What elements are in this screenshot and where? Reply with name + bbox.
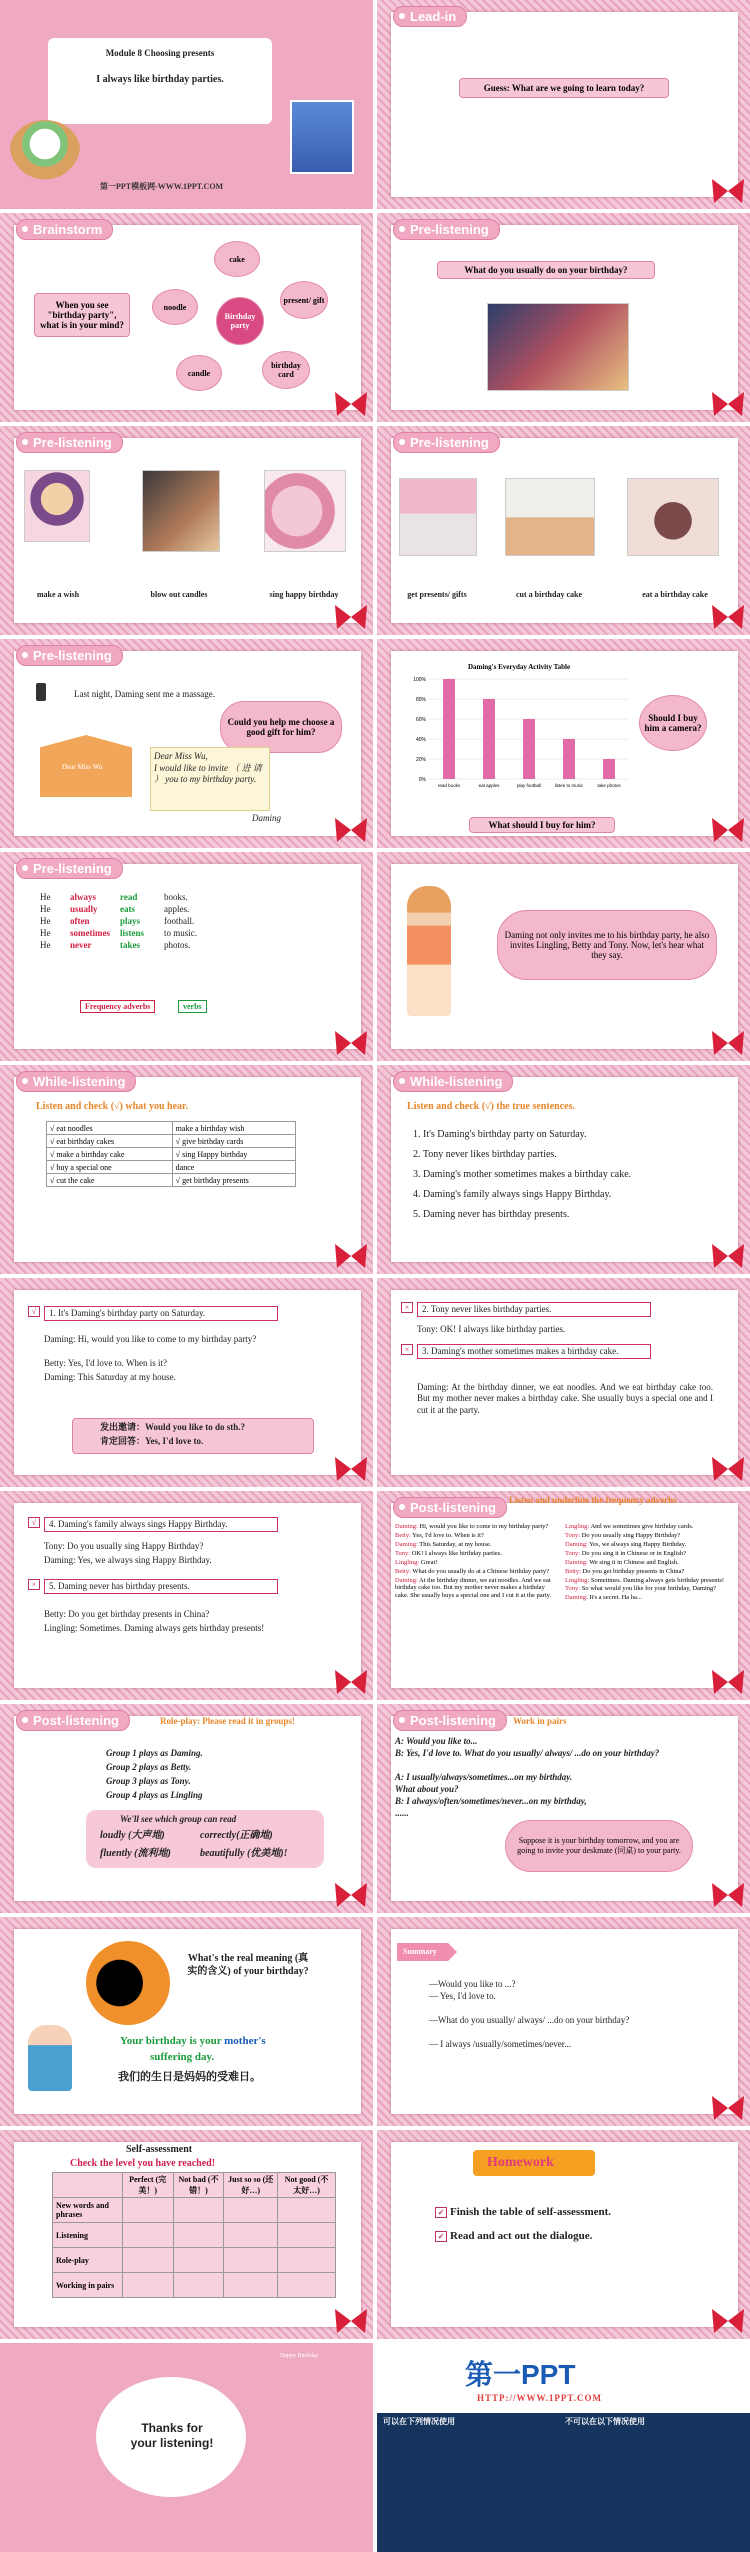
slide-while-listening-1 bbox=[0, 1065, 373, 1274]
pair-line-5: B: I always/often/sometimes/never...on my birthday, bbox=[395, 1796, 587, 1806]
ribbon-bow-icon bbox=[333, 1029, 369, 1057]
d4-line-1: Tony: Do you usually sing Happy Birthday? bbox=[44, 1541, 204, 1551]
table-row bbox=[53, 2248, 336, 2273]
assessment-cell[interactable] bbox=[173, 2223, 224, 2248]
ribbon-bow-icon bbox=[333, 1668, 369, 1696]
slide-post-listening-1 bbox=[377, 1491, 750, 1700]
d4-line-2: Daming: Yes, we always sing Happy Birthday. bbox=[44, 1555, 212, 1565]
criteria-loudly: loudly (大声地) bbox=[100, 1830, 165, 1841]
dialog-line: Betty: Yes, I'd love to. When is it? bbox=[395, 1531, 484, 1539]
thanks-text: Thanks for your listening! bbox=[130, 2421, 214, 2450]
adverb-cell-objects: apples. bbox=[164, 904, 190, 914]
dialog-line: Betty: Do you get birthday presents in China? bbox=[565, 1567, 685, 1575]
adverb-cell-verbs: plays bbox=[120, 916, 141, 926]
adverb-label: Frequency adverbs bbox=[80, 1000, 155, 1013]
slide-activity-chart bbox=[377, 639, 750, 848]
speaker-name: Tony: bbox=[395, 1549, 411, 1557]
slide-pre-listening-1 bbox=[377, 213, 750, 422]
dialog-line-1: Daming: Hi, would you like to come to my birthday party? bbox=[44, 1334, 257, 1344]
ribbon-bow-icon bbox=[710, 1881, 746, 1909]
table-row bbox=[53, 2198, 336, 2223]
assessment-subtitle: Check the level you have reached! bbox=[70, 2158, 216, 2169]
slide-role-play bbox=[0, 1704, 373, 1913]
homework-1 bbox=[435, 2206, 611, 2220]
pair-title: Work in pairs bbox=[513, 1716, 567, 1726]
assessment-cell[interactable] bbox=[224, 2198, 278, 2223]
speaker-name: Betty: bbox=[395, 1531, 411, 1539]
eat-cake-image bbox=[627, 478, 719, 556]
dialog-line: Tony: Do you usually sing Happy Birthday? bbox=[565, 1531, 681, 1539]
adverb-cell-objects: football. bbox=[164, 916, 195, 926]
caption-box: What should I buy for him? bbox=[469, 817, 615, 833]
dialog-line: Tony: So what would you like for your birthday, Daming? bbox=[565, 1585, 717, 1593]
section-tag: Lead-in bbox=[393, 6, 467, 27]
header-cell: Perfect (完美！) bbox=[122, 2173, 173, 2198]
slide-answer-1 bbox=[0, 1278, 373, 1487]
slide-self-assessment bbox=[0, 2130, 373, 2339]
row-label: Listening bbox=[53, 2223, 123, 2248]
ribbon-bow-icon bbox=[333, 390, 369, 418]
ribbon-bow-icon bbox=[333, 1455, 369, 1483]
statement-4: 4. Daming's family always sings Happy Birthday. bbox=[44, 1517, 278, 1532]
ribbon-bow-icon bbox=[710, 1029, 746, 1057]
adverb-cell-subjects: He bbox=[40, 904, 51, 914]
homework-check-icon: ✓ bbox=[435, 2231, 447, 2242]
check-cell-right[interactable]: dance bbox=[172, 1161, 295, 1174]
letter-body: I would like to invite （ 进 请 ） you to my birthday party. bbox=[154, 763, 262, 785]
pair-line-3: A: I usually/always/sometimes...on my birthday. bbox=[395, 1772, 573, 1782]
slide-homework bbox=[377, 2130, 750, 2339]
answer-mark: √ bbox=[28, 1306, 40, 1317]
ribbon-bow-icon bbox=[333, 1242, 369, 1270]
lesson-title: I always like birthday parties. bbox=[96, 74, 224, 85]
assessment-title: Self-assessment bbox=[126, 2144, 193, 2155]
slide-adverbs bbox=[0, 852, 373, 1061]
section-tag: Pre-listening bbox=[393, 432, 500, 453]
intro-line: Last night, Daming sent me a massage. bbox=[74, 689, 215, 699]
speaker-name: Daming: bbox=[395, 1540, 418, 1548]
label-blow-candles: blow out candles bbox=[150, 590, 208, 599]
ribbon-bow-icon bbox=[710, 603, 746, 631]
section-tag: Post-listening bbox=[393, 1497, 507, 1518]
section-tag: Brainstorm bbox=[16, 219, 113, 240]
assessment-table bbox=[52, 2172, 336, 2298]
homework-item-1: Finish the table of self-assessment. bbox=[450, 2206, 612, 2218]
col2-head: 不可以在以下情况使用 bbox=[565, 2417, 645, 2426]
assessment-cell[interactable] bbox=[122, 2198, 173, 2223]
dialog-line: Lingling: And we sometimes give birthday cards. bbox=[565, 1523, 694, 1530]
bar-2 bbox=[523, 719, 535, 779]
pair-line-1: A: Would you like to... bbox=[395, 1736, 478, 1746]
statement-2: 2. Tony never likes birthday parties. bbox=[417, 1302, 651, 1317]
gifts-image bbox=[399, 478, 477, 556]
answer-en-4: suffering day. bbox=[150, 2051, 215, 2063]
slide-card bbox=[14, 1716, 361, 1901]
gift-image bbox=[290, 100, 354, 174]
bubble-candle: candle bbox=[176, 355, 222, 391]
check-cell-right[interactable]: √ sing Happy birthday bbox=[172, 1148, 295, 1161]
summary-line-3: —What do you usually/ always/ ...do on your birthday? bbox=[429, 2015, 630, 2025]
bar-1 bbox=[483, 699, 495, 779]
sing-image bbox=[264, 470, 346, 552]
ribbon-bow-icon bbox=[710, 2307, 746, 2335]
dialog-right bbox=[565, 1523, 725, 1603]
section-tag: Pre-listening bbox=[16, 858, 123, 879]
dialog-left bbox=[395, 1523, 559, 1601]
summary-tag: Summary bbox=[403, 1947, 437, 1956]
bubble-present: present/ gift bbox=[280, 281, 328, 319]
bar-4 bbox=[603, 759, 615, 779]
assessment-cell[interactable] bbox=[173, 2273, 224, 2298]
adverb-cell-adverbs: usually bbox=[70, 904, 98, 914]
dialog-line: Betty: What do you usually do at a Chinese birthday party? bbox=[395, 1567, 550, 1575]
speaker-name: Daming: bbox=[565, 1594, 588, 1602]
adverb-cell-objects: to music. bbox=[164, 928, 197, 938]
answer-en-3: mother's bbox=[224, 2035, 266, 2047]
slide-brainstorm bbox=[0, 213, 373, 422]
table-row bbox=[47, 1148, 296, 1161]
sentence-3: 3. Daming's mother sometimes makes a birthday cake. bbox=[413, 1169, 632, 1180]
header-cell: Not good (不太好…) bbox=[278, 2173, 336, 2198]
adverb-cell-verbs: takes bbox=[120, 940, 140, 950]
answer-cn: 我们的生日是妈妈的受难日。 bbox=[118, 2071, 261, 2083]
slide-thanks bbox=[0, 2343, 373, 2552]
assessment-cell[interactable] bbox=[122, 2273, 173, 2298]
check-cell-right[interactable]: make a birthday wish bbox=[172, 1122, 295, 1135]
dialog-line: Lingling: Sometimes. Daming always gets birthday presents! bbox=[565, 1576, 725, 1584]
adverb-cell-subjects: He bbox=[40, 916, 51, 926]
table-row bbox=[53, 2273, 336, 2298]
verb-label: verbs bbox=[178, 1000, 207, 1013]
pair-line-2: B: Yes, I'd love to. What do you usually/ always/ ...do on your birthday? bbox=[395, 1748, 660, 1758]
invitation-bubble: Daming not only invites me to his birthday party, he also invites Lingling, Betty and Tony. Now, let's hear what they say. bbox=[497, 910, 717, 980]
footer-text: 第一PPT模板网-WWW.1PPT.COM bbox=[100, 182, 224, 191]
header-cell: Not bad (不错！) bbox=[173, 2173, 224, 2198]
adverb-cell-adverbs: sometimes bbox=[70, 928, 110, 938]
section-tag: Post-listening bbox=[16, 1710, 130, 1731]
row-label: Working in pairs bbox=[53, 2273, 123, 2298]
question-box: When you see "birthday party", what is in your mind? bbox=[34, 293, 130, 337]
table-row bbox=[47, 1122, 296, 1135]
slide-brand bbox=[377, 2343, 750, 2552]
bubble-card: birthday card bbox=[262, 351, 310, 389]
label-cut-cake: cut a birthday cake bbox=[516, 590, 582, 599]
table-row bbox=[47, 1174, 296, 1187]
y-tick-label: 60% bbox=[415, 717, 426, 723]
ribbon-bow-icon bbox=[710, 390, 746, 418]
help-bubble: Could you help me choose a good gift for him? bbox=[220, 701, 342, 753]
invite-note-1: 发出邀请：Would you like to do sth.? bbox=[100, 1422, 246, 1432]
y-tick-label: 0% bbox=[418, 777, 426, 783]
meaning-question: What's the real meaning (真实的含义) of your birthday? bbox=[187, 1953, 309, 1977]
assessment-cell[interactable] bbox=[122, 2223, 173, 2248]
sentence-1: 1. It's Daming's birthday party on Saturday. bbox=[413, 1129, 587, 1140]
sentence-5: 5. Daming never has birthday presents. bbox=[413, 1209, 570, 1220]
assessment-cell[interactable] bbox=[173, 2248, 224, 2273]
speaker-name: Lingling: bbox=[565, 1523, 590, 1530]
d5-line-1: Betty: Do you get birthday presents in China? bbox=[44, 1609, 210, 1619]
party-photo bbox=[487, 303, 629, 391]
summary-line-4: — I always /usually/sometimes/never... bbox=[429, 2039, 571, 2049]
ribbon-bow-icon bbox=[333, 2307, 369, 2335]
dialog-line-3: Daming: This Saturday at my house. bbox=[44, 1372, 176, 1382]
ribbon-bow-icon bbox=[710, 2094, 746, 2122]
camera-bubble: Should I buy him a camera? bbox=[639, 695, 707, 751]
answer-mark: × bbox=[401, 1344, 413, 1355]
assessment-cell[interactable] bbox=[278, 2223, 336, 2248]
row-label: Role-play bbox=[53, 2248, 123, 2273]
header-cell bbox=[53, 2173, 123, 2198]
question-box: What do you usually do on your birthday? bbox=[437, 261, 655, 279]
group-4: Group 4 plays as Lingling bbox=[106, 1790, 203, 1800]
bubble-noodle: noodle bbox=[152, 289, 198, 325]
slide-pre-listening-3 bbox=[377, 426, 750, 635]
speaker-name: Daming: bbox=[565, 1558, 588, 1566]
adverb-cell-subjects: He bbox=[40, 928, 51, 938]
criteria-correctly: correctly(正确地) bbox=[200, 1830, 273, 1841]
daming-para: Daming: At the birthday dinner, we eat noodles. And we eat birthday cake too. But my mother never makes a birthday cake. She usually buys a special one and I cut it at the party. bbox=[417, 1382, 713, 1415]
ribbon-bow-icon bbox=[710, 1455, 746, 1483]
pair-line-6: ...... bbox=[395, 1808, 409, 1818]
section-tag: Pre-listening bbox=[16, 432, 123, 453]
homework-title: Homework bbox=[487, 2155, 554, 2170]
cake-image bbox=[10, 120, 80, 180]
sentence-4: 4. Daming's family always sings Happy Birthday. bbox=[413, 1189, 612, 1200]
bubble-cake: cake bbox=[214, 241, 260, 277]
dialog-line: Tony: Do you sing it in Chinese or in English? bbox=[565, 1549, 687, 1557]
cut-cake-image bbox=[505, 478, 595, 556]
slide-card bbox=[391, 12, 738, 197]
criteria-fluently: fluently (流利地) bbox=[100, 1848, 171, 1859]
invite-note-2: 肯定回答：Yes, I'd love to. bbox=[100, 1436, 204, 1446]
answer-en-1: Your birthday bbox=[120, 2035, 187, 2047]
header-cell: Just so so (还好…) bbox=[224, 2173, 278, 2198]
suppose-bubble: Suppose it is your birthday tomorrow, and you are going to invite your deskmate (同桌) to your party. bbox=[505, 1820, 693, 1872]
dialog-line: Daming: We sing it in Chinese and English. bbox=[565, 1558, 679, 1566]
dialog-line-2: Betty: Yes, I'd love to. When is it? bbox=[44, 1358, 167, 1368]
x-tick-label: listen to music bbox=[554, 783, 584, 788]
criteria-head: We'll see which group can read bbox=[120, 1814, 237, 1824]
dialog-line: Daming: This Saturday, at my house. bbox=[395, 1540, 492, 1548]
label-make-wish: make a wish bbox=[36, 590, 80, 599]
tony-reply: Tony: OK! I always like birthday parties. bbox=[417, 1324, 566, 1334]
check-cell-left[interactable]: √ buy a special one bbox=[47, 1161, 173, 1174]
assessment-cell[interactable] bbox=[278, 2248, 336, 2273]
x-tick-label: eat apples bbox=[478, 783, 500, 788]
x-tick-label: read books bbox=[437, 783, 461, 788]
assessment-cell[interactable] bbox=[122, 2248, 173, 2273]
slide-while-listening-2 bbox=[377, 1065, 750, 1274]
assessment-cell[interactable] bbox=[278, 2273, 336, 2298]
slide-title bbox=[0, 0, 373, 209]
slide-answer-2 bbox=[377, 1278, 750, 1487]
y-tick-label: 80% bbox=[415, 697, 426, 703]
pair-line-4: What about you? bbox=[395, 1784, 459, 1794]
homework-item-2: Read and act out the dialogue. bbox=[450, 2230, 593, 2242]
slide-pre-listening-4 bbox=[0, 639, 373, 848]
speaker-name: Betty: bbox=[565, 1567, 581, 1575]
answer-mark: × bbox=[401, 1302, 413, 1313]
slide-lead-in bbox=[377, 0, 750, 209]
summary-line-1: —Would you like to ...? bbox=[429, 1979, 516, 1989]
role-play-title: Role-play: Please read it in groups! bbox=[160, 1716, 295, 1726]
answer-mark: × bbox=[28, 1579, 40, 1590]
dialog-line: Daming: Yes, we always sing Happy Birthday. bbox=[565, 1540, 687, 1548]
ribbon-bow-icon bbox=[333, 603, 369, 631]
row-label: New words and phrases bbox=[53, 2198, 123, 2223]
table-header-row bbox=[53, 2173, 336, 2198]
slide-answer-3 bbox=[0, 1491, 373, 1700]
label-presents: get presents/ gifts bbox=[407, 590, 467, 599]
assessment-cell[interactable] bbox=[224, 2248, 278, 2273]
dialog-line: Daming: Hi, would you like to come to my birthday party? bbox=[395, 1523, 549, 1530]
statement-3: 3. Daming's mother sometimes makes a birthday cake. bbox=[417, 1344, 651, 1359]
adverb-cell-adverbs: often bbox=[70, 916, 90, 926]
bar-3 bbox=[563, 739, 575, 779]
speaker-name: Tony: bbox=[565, 1549, 581, 1557]
instruction: Listen and check (√) what you hear. bbox=[36, 1101, 189, 1112]
adverb-cell-adverbs: always bbox=[70, 892, 97, 902]
adverb-cell-subjects: He bbox=[40, 940, 51, 950]
dialog-line: Tony: OK! I always like birthday parties. bbox=[395, 1549, 502, 1557]
check-table bbox=[46, 1121, 296, 1187]
module-title: Module 8 Choosing presents bbox=[105, 48, 215, 58]
wish-image bbox=[24, 470, 90, 542]
section-tag: Pre-listening bbox=[393, 219, 500, 240]
ribbon-bow-icon bbox=[710, 1242, 746, 1270]
check-cell-right[interactable]: √ give birthday cards bbox=[172, 1135, 295, 1148]
adverb-cell-objects: books. bbox=[164, 892, 188, 902]
envelope-text: Dear Miss Wu bbox=[62, 763, 103, 771]
activity-chart bbox=[399, 659, 639, 809]
assessment-cell[interactable] bbox=[173, 2198, 224, 2223]
group-1: Group 1 plays as Daming. bbox=[106, 1748, 203, 1758]
letter-sign: Daming bbox=[252, 813, 281, 823]
statement-5: 5. Daming never has birthday presents. bbox=[44, 1579, 278, 1594]
table-row bbox=[47, 1135, 296, 1148]
y-tick-label: 40% bbox=[415, 737, 426, 743]
phone-icon bbox=[36, 683, 46, 701]
ribbon-bow-icon bbox=[710, 177, 746, 205]
label-eat-cake: eat a birthday cake bbox=[642, 590, 708, 599]
assessment-cell[interactable] bbox=[224, 2273, 278, 2298]
slide-invitation bbox=[377, 852, 750, 1061]
chart-title: Daming's Everyday Activity Table bbox=[467, 663, 571, 671]
speaker-name: Tony: bbox=[565, 1531, 581, 1539]
y-tick-label: 100% bbox=[413, 677, 426, 683]
adverb-cell-adverbs: never bbox=[70, 940, 92, 950]
homework-2 bbox=[435, 2230, 592, 2244]
section-tag: Post-listening bbox=[393, 1710, 507, 1731]
col1-head: 可以在下列情况使用 bbox=[383, 2417, 455, 2426]
x-tick-label: play football bbox=[516, 783, 542, 788]
check-cell-left[interactable]: √ cut the cake bbox=[47, 1174, 173, 1187]
adverb-cell-subjects: He bbox=[40, 892, 51, 902]
brand-url: HTTP://WWW.1PPT.COM bbox=[477, 2393, 603, 2403]
girl-image bbox=[407, 886, 451, 1016]
section-tag: While-listening bbox=[393, 1071, 513, 1092]
ribbon-bow-icon bbox=[333, 816, 369, 844]
brand-logo: 第一PPT bbox=[465, 2359, 576, 2390]
y-tick-label: 20% bbox=[415, 757, 426, 763]
letter-greeting: Dear Miss Wu, bbox=[154, 751, 208, 761]
brand-panel bbox=[377, 2413, 750, 2552]
homework-check-icon: ✓ bbox=[435, 2207, 447, 2218]
slide-pre-listening-2 bbox=[0, 426, 373, 635]
ribbon-bow-icon bbox=[710, 816, 746, 844]
answer-en bbox=[120, 2035, 340, 2049]
assessment-cell[interactable] bbox=[278, 2198, 336, 2223]
speaker-name: Lingling: bbox=[395, 1558, 420, 1566]
check-cell-right[interactable]: √ get birthday presents bbox=[172, 1174, 295, 1187]
group-2: Group 2 plays as Betty. bbox=[106, 1762, 192, 1772]
section-tag: Pre-listening bbox=[16, 645, 123, 666]
table-row bbox=[53, 2223, 336, 2248]
speaker-name: Betty: bbox=[395, 1567, 411, 1575]
criteria-beautifully: beautifully (优美地)! bbox=[200, 1848, 288, 1859]
x-tick-label: take photos bbox=[597, 783, 621, 788]
answer-en-2: is your bbox=[189, 2035, 222, 2047]
adverb-cell-objects: photos. bbox=[164, 940, 191, 950]
group-3: Group 3 plays as Tony. bbox=[106, 1776, 191, 1786]
d5-line-2: Lingling: Sometimes. Daming always gets birthday presents! bbox=[44, 1623, 265, 1633]
adverb-cell-verbs: eats bbox=[120, 904, 135, 914]
summary-line-2: — Yes, I'd love to. bbox=[429, 1991, 496, 2001]
underline-title: Listen and underline the frequency adverbs bbox=[509, 1495, 677, 1505]
speaker-name: Lingling: bbox=[565, 1576, 590, 1584]
ribbon-bow-icon bbox=[710, 1668, 746, 1696]
speaker-name: Daming: bbox=[395, 1576, 418, 1584]
answer-mark: √ bbox=[28, 1517, 40, 1528]
check-cell-left[interactable]: √ eat noodles bbox=[47, 1122, 173, 1135]
statement-1: 1. It's Daming's birthday party on Saturday. bbox=[44, 1306, 278, 1321]
assessment-cell[interactable] bbox=[224, 2223, 278, 2248]
ribbon-bow-icon bbox=[333, 1881, 369, 1909]
mother-silhouette-image bbox=[86, 1941, 170, 2025]
dialog-line: Daming: It's a secret. Ha ha... bbox=[565, 1594, 642, 1602]
speaker-name: Tony: bbox=[565, 1585, 581, 1593]
slide-summary bbox=[377, 1917, 750, 2126]
speaker-name: Daming: bbox=[395, 1523, 418, 1530]
section-tag: While-listening bbox=[16, 1071, 136, 1092]
bar-0 bbox=[443, 679, 455, 779]
center-bubble: Birthday party bbox=[216, 297, 264, 345]
instruction: Listen and check (√) the true sentences. bbox=[407, 1101, 575, 1112]
slide-pair-work bbox=[377, 1704, 750, 1913]
dialog-line: Daming: At the birthday dinner, we eat noodles. And we eat birthday cake too. But my mother never makes a birthday cake. She usually buys a special one and I cut it at the party. bbox=[395, 1576, 552, 1600]
candles-image bbox=[142, 470, 220, 552]
child-image bbox=[28, 2025, 72, 2091]
label-sing: sing happy birthday bbox=[269, 590, 339, 599]
question-box: Guess: What are we going to learn today? bbox=[459, 78, 669, 98]
check-cell-left[interactable]: √ eat birthday cakes bbox=[47, 1135, 173, 1148]
slide-meaning bbox=[0, 1917, 373, 2126]
top-text: Happy Birthday bbox=[280, 2353, 319, 2359]
check-cell-left[interactable]: √ make a birthday cake bbox=[47, 1148, 173, 1161]
adverb-cell-verbs: read bbox=[120, 892, 138, 902]
dialog-line: Lingling: Great! bbox=[395, 1558, 438, 1566]
sentence-2: 2. Tony never likes birthday parties. bbox=[413, 1149, 557, 1160]
table-row bbox=[47, 1161, 296, 1174]
speaker-name: Daming: bbox=[565, 1540, 588, 1548]
adverb-cell-verbs: listens bbox=[120, 928, 145, 938]
